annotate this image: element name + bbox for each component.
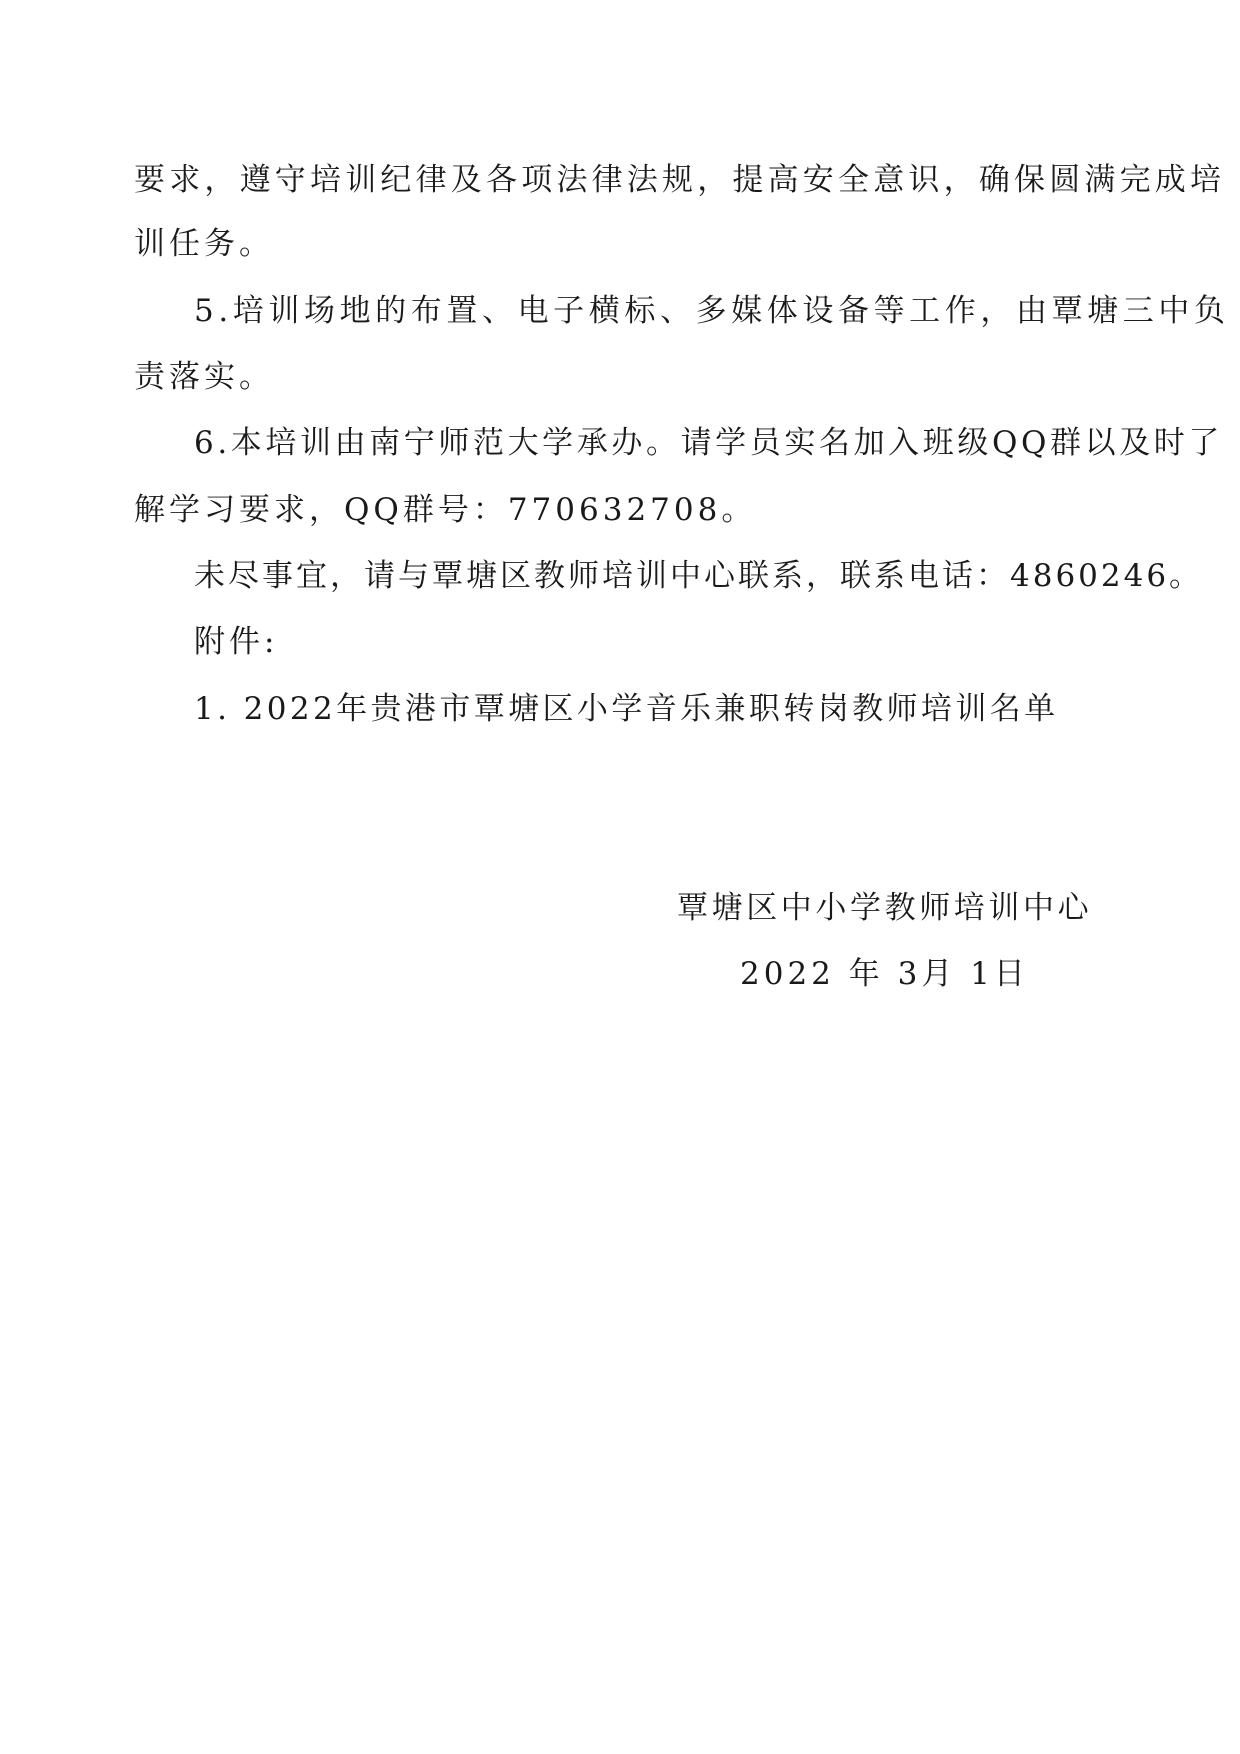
signature-date: 2022 年 3月 1日 <box>740 956 1029 992</box>
body-line-3: 5.培训场地的布置、电子横标、多媒体设备等工作，由覃塘三中负 <box>194 293 1230 329</box>
body-line-4: 责落实。 <box>134 359 274 395</box>
body-line-6: 解学习要求，QQ群号：770632708。 <box>134 492 757 528</box>
attachment-heading: 附件: <box>194 624 279 660</box>
signature-organization: 覃塘区中小学教师培训中心 <box>677 890 1093 926</box>
contact-note: 未尽事宜，请与覃塘区教师培训中心联系，联系电话：4860246。 <box>194 558 1204 594</box>
body-line-5: 6.本培训由南宁师范大学承办。请学员实名加入班级QQ群以及时了 <box>194 425 1224 461</box>
body-line-2: 训任务。 <box>134 226 274 262</box>
attachment-item-1: 1. 2022年贵港市覃塘区小学音乐兼职转岗教师培训名单 <box>194 691 1059 727</box>
body-line-1: 要求，遵守培训纪律及各项法律法规，提高安全意识，确保圆满完成培 <box>134 162 1226 198</box>
